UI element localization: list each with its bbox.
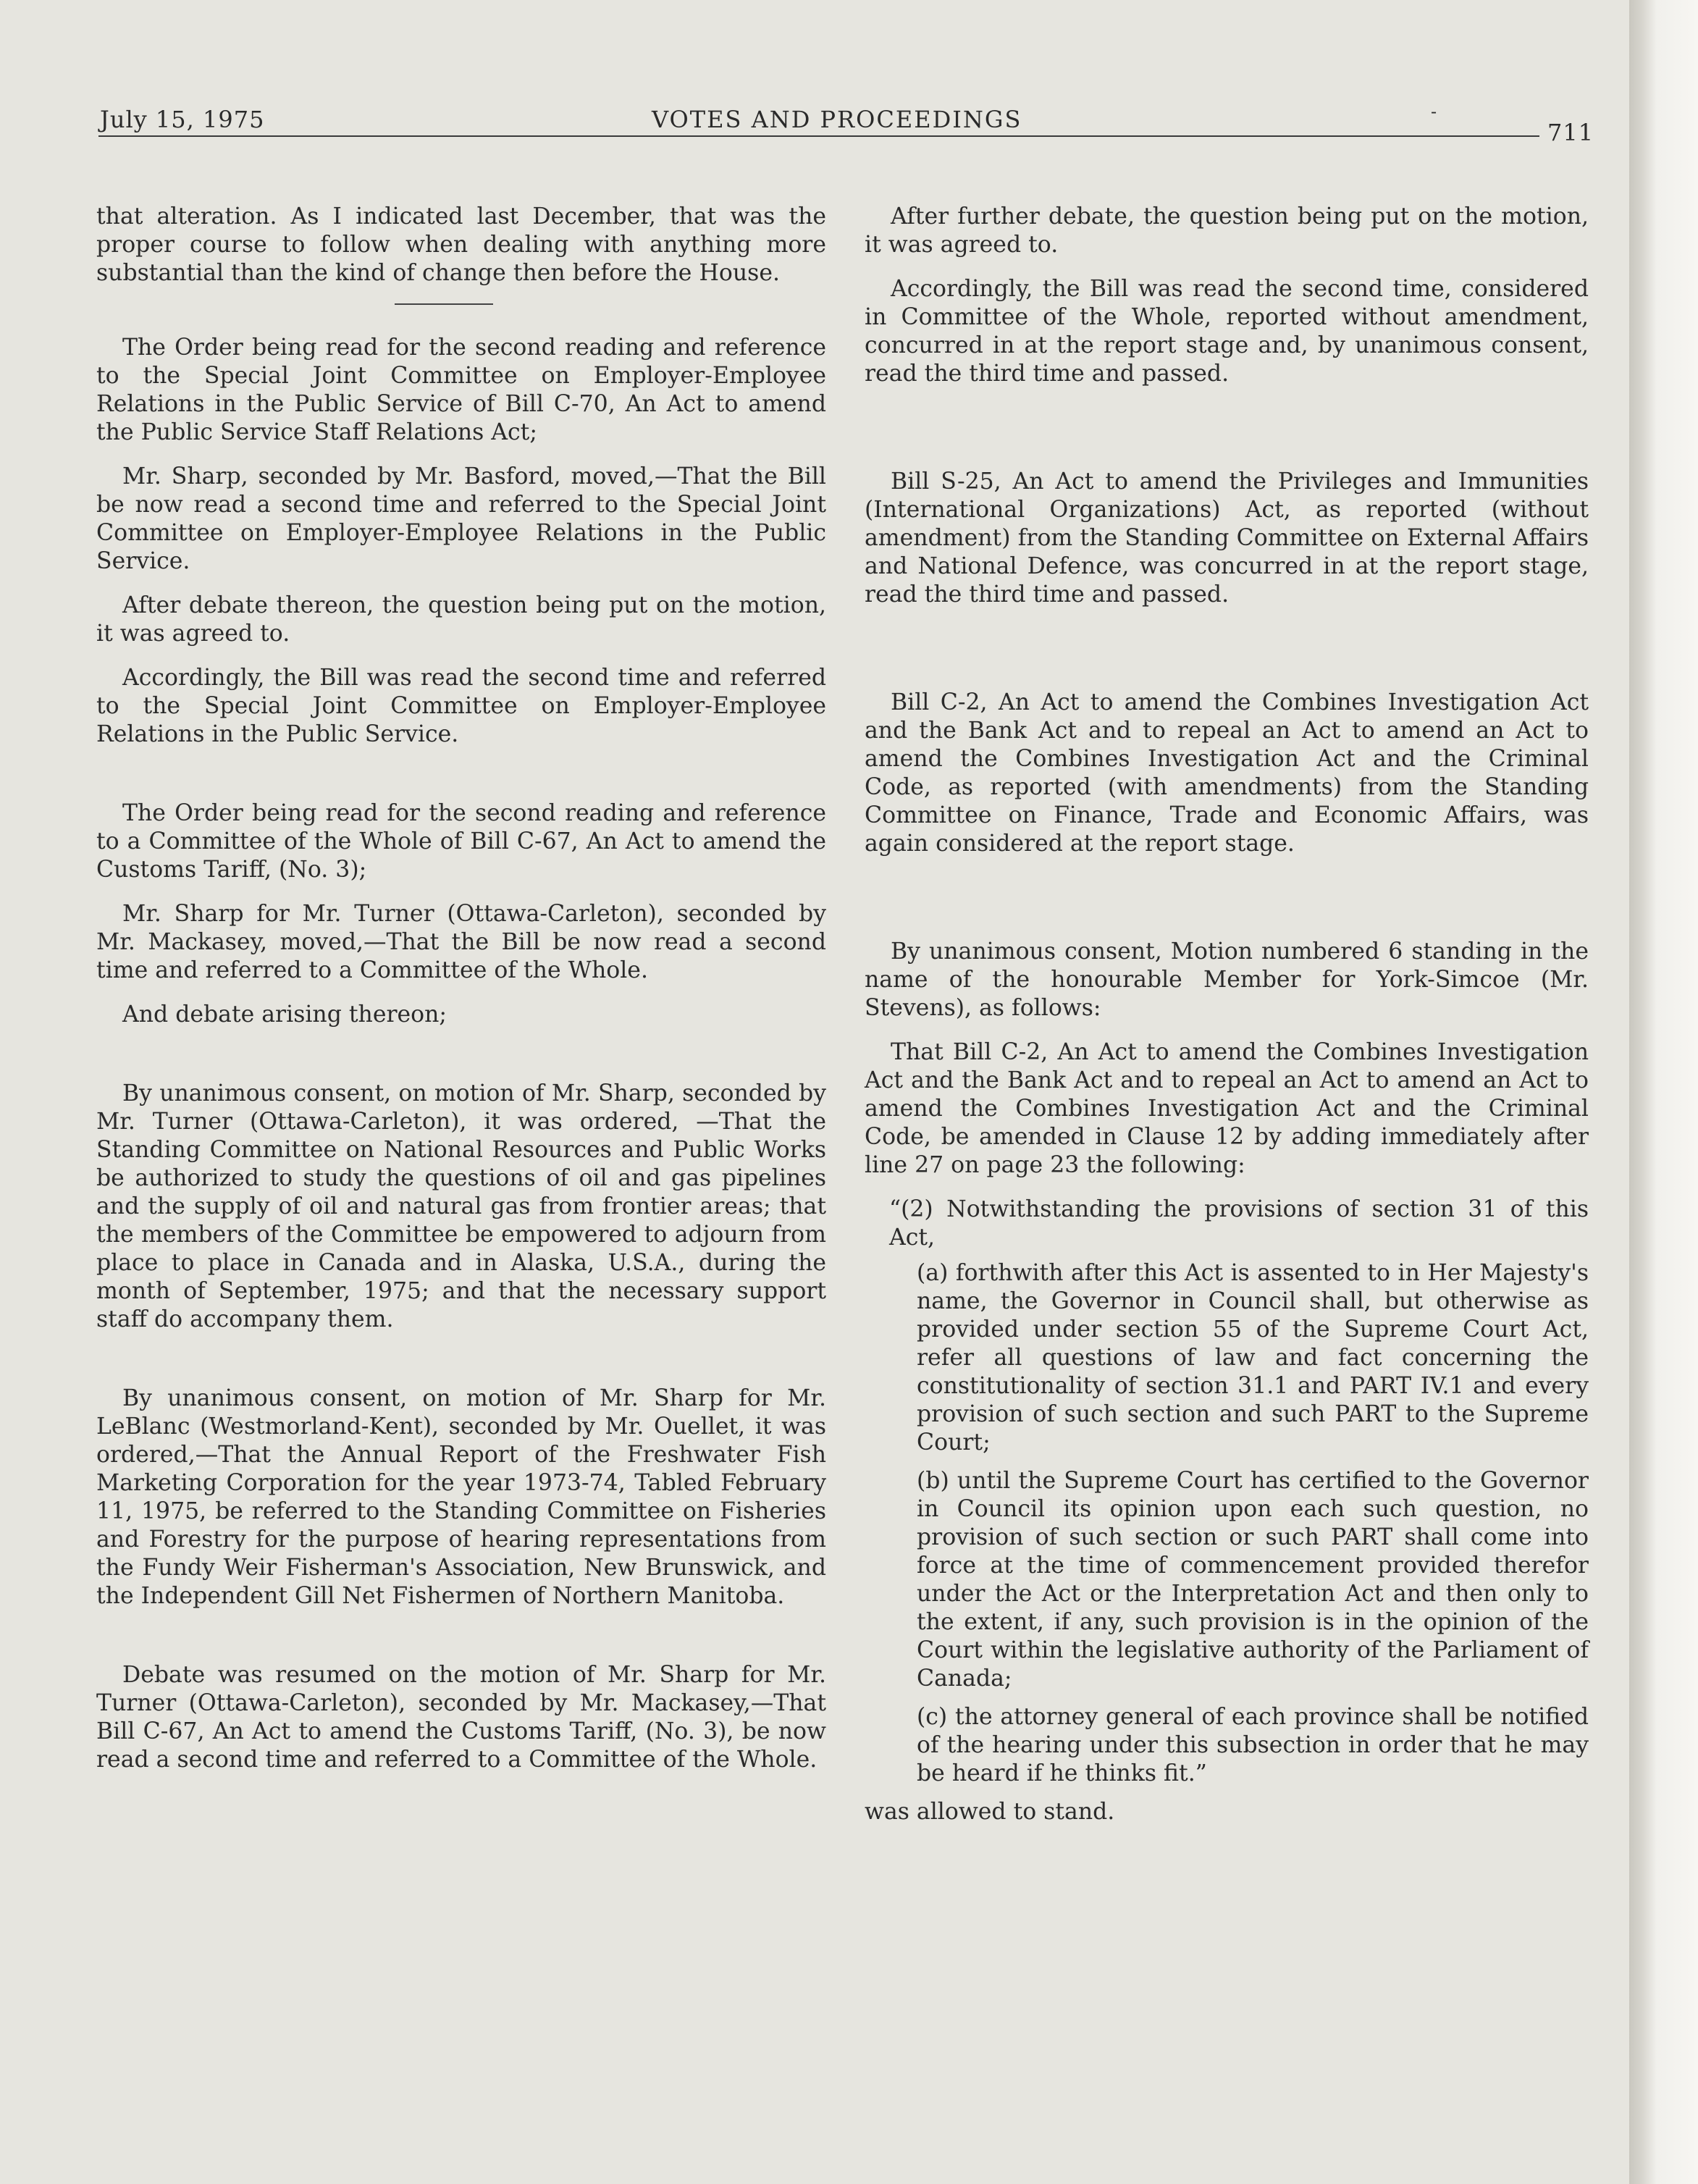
paragraph: was allowed to stand. <box>865 1799 1115 1825</box>
header-rule <box>98 135 1539 137</box>
paragraph: Bill S-25, An Act to amend the Privileges and Immunities (International Organizations) Act, as reported (without amendment) from the Standing Committee on External Affairs and National Defence, was concurred in at the report stage, read the third time and passed. <box>865 469 1589 608</box>
paragraph: that alteration. As I indicated last December, that was the proper course to follow when dealing with anything more substantial than the kind of change then before the House. <box>96 203 826 286</box>
paragraph: That Bill C-2, An Act to amend the Combines Investigation Act and the Bank Act and to repeal an Act to amend an Act to amend the Combines Investigation Act and the Criminal Code, be amended in Clause 12 by adding immediately after line 27 on page 23 the following: <box>865 1039 1589 1178</box>
paragraph: And debate arising thereon; <box>122 1001 447 1028</box>
paragraph: By unanimous consent, on motion of Mr. Sharp, seconded by Mr. Turner (Ottawa-Carleton), it was ordered, —That the Standing Committee on National Resources and Public Works be authorized to study the questions of oil and gas pipelines and the supply of oil and natural gas from frontier areas; that the members of the Committee be empowered to adjourn from place to place in Canada and in Alaska, U.S.A., during the month of September, 1975; and that the necessary support staff do accompany them. <box>96 1080 826 1332</box>
paragraph: After debate thereon, the question being put on the motion, it was agreed to. <box>96 592 826 647</box>
right-column <box>865 203 1589 1842</box>
amendment-clause-b: (b) until the Supreme Court has certified to the Governor in Council its opinion upon each such question, no provision of such section or such PART shall come into force at the time of commencement provided therefor under the Act or the Interpretation Act and then only to the extent, if any, such provision is in the opinion of the Court within the legislative authority of the Parliament of Canada; <box>917 1468 1589 1692</box>
page-number: 711 <box>1547 119 1594 146</box>
header-title: VOTES AND PROCEEDINGS <box>652 106 1022 133</box>
paragraph: Mr. Sharp, seconded by Mr. Basford, moved,—That the Bill be now read a second time and referred to the Special Joint Committee on Employer-Employee Relations in the Public Service. <box>96 463 826 574</box>
header-mark: - <box>1431 101 1438 122</box>
paragraph: By unanimous consent, on motion of Mr. Sharp for Mr. LeBlanc (Westmorland-Kent), seconded by Mr. Ouellet, it was ordered,—That the Annual Report of the Freshwater Fish Marketing Corporation for the year 1973-74, Tabled February 11, 1975, be referred to the Standing Committee on Fisheries and Forestry for the purpose of hearing representations from the Fundy Weir Fisherman's Association, New Brunswick, and the Independent Gill Net Fishermen of Northern Manitoba. <box>96 1385 826 1609</box>
paragraph: Mr. Sharp for Mr. Turner (Ottawa-Carleton), seconded by Mr. Mackasey, moved,—That the Bill be now read a second time and referred to a Committee of the Whole. <box>96 901 826 983</box>
amendment-clause-c: (c) the attorney general of each province shall be notified of the hearing under this subsection in order that he may be heard if he thinks fit.” <box>917 1704 1589 1786</box>
left-column <box>96 203 826 1790</box>
paragraph: Debate was resumed on the motion of Mr. Sharp for Mr. Turner (Ottawa-Carleton), seconded by Mr. Mackasey,—That Bill C-67, An Act to amend the Customs Tariff, (No. 3), be now read a second time and referred to a Committee of the Whole. <box>96 1662 826 1773</box>
page-edge <box>1629 0 1698 2184</box>
paragraph: Accordingly, the Bill was read the second time, considered in Committee of the Whole, reported without amendment, concurred in at the report stage and, by unanimous consent, read the third time and passed. <box>865 276 1589 387</box>
amendment-clause-a: (a) forthwith after this Act is assented to in Her Majesty's name, the Governor in Council shall, but otherwise as provided under section 55 of the Supreme Court Act, refer all questions of law and fact concerning the constitutionality of section 31.1 and PART IV.1 and every provision of such section and such PART to the Supreme Court; <box>917 1260 1589 1456</box>
paragraph: The Order being read for the second reading and reference to the Special Joint Committee on Employer-Employee Relations in the Public Service of Bill C-70, An Act to amend the Public Service Staff Relations Act; <box>96 335 826 445</box>
paragraph: Accordingly, the Bill was read the second time and referred to the Special Joint Committee on Employer-Employee Relations in the Public Service. <box>96 665 826 747</box>
paragraph: The Order being read for the second reading and reference to a Committee of the Whole of Bill C-67, An Act to amend the Customs Tariff, (No. 3); <box>96 800 826 883</box>
section-separator <box>395 303 493 305</box>
paragraph: After further debate, the question being put on the motion, it was agreed to. <box>865 203 1589 258</box>
quoted-amendment: “(2) Notwithstanding the provisions of section 31 of this Act, <box>889 1196 1589 1251</box>
paragraph: By unanimous consent, Motion numbered 6 standing in the name of the honourable Member for York-Simcoe (Mr. Stevens), as follows: <box>865 938 1589 1021</box>
header-date: July 15, 1975 <box>100 106 265 133</box>
paragraph: Bill C-2, An Act to amend the Combines Investigation Act and the Bank Act and to repeal an Act to amend an Act to amend the Combines Investigation Act and the Criminal Code, as reported (with amendments) from the Standing Committee on Finance, Trade and Economic Affairs, was again considered at the report stage. <box>865 689 1589 857</box>
